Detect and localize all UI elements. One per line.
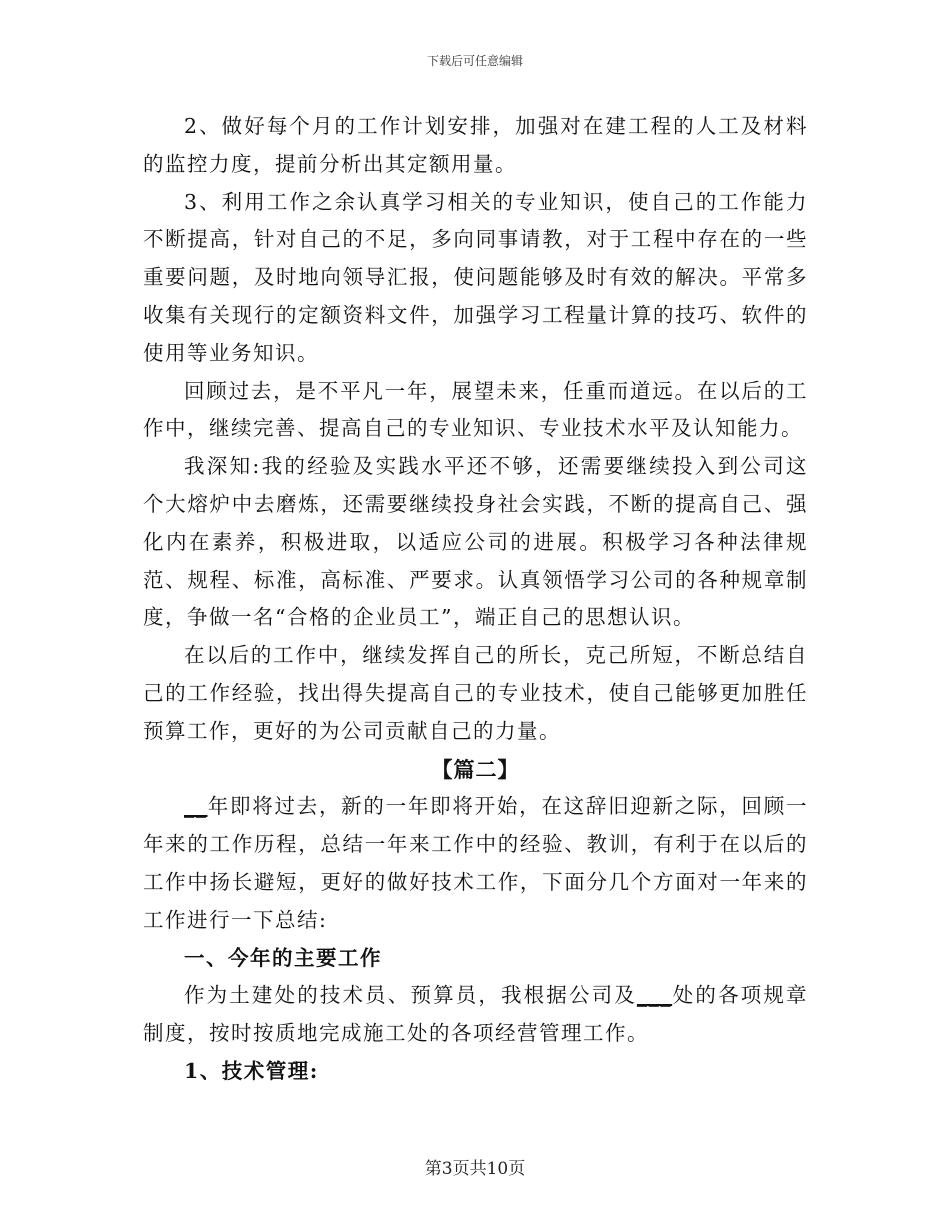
paragraph-item-2: 2、做好每个月的工作计划安排，加强对在建工程的人工及材料的监控力度，提前分析出其定额用量。 xyxy=(143,114,808,176)
blank-underline: ___ xyxy=(636,983,673,1008)
page-header-note: 下载后可任意编辑 xyxy=(426,54,523,68)
paragraph-review: 回顾过去，是不平凡一年，展望未来，任重而道远。在以后的工作中，继续完善、提高自己的专业知识、专业技术水平及认知能力。 xyxy=(143,378,808,441)
paragraph-item-3: 3、利用工作之余认真学习相关的专业知识，使自己的工作能力不断提高，针对自己的不足，多向同事请教，对于工程中存在的一些重要问题，及时地向领导汇报，使问题能够及时有效的解决。平常多收集有关现行的定额资料文件，加强学习工程量计算的技巧、软件的使用等业务知识。 xyxy=(143,189,808,365)
heading-main-work: 一、今年的主要工作 xyxy=(184,945,382,970)
blank-underline: __ xyxy=(184,794,208,819)
paragraph-role xyxy=(143,977,808,1053)
paragraph-awareness: 我深知:我的经验及实践水平还不够，还需要继续投入到公司这个大熔炉中去磨炼，还需要继续投身社会实践，不断的提高自己、强化内在素养，积极进取，以适应公司的进展。积极学习各种法律规范、规程、标准，高标准、严要求。认真领悟学习公司的各种规章制度，争做一名“合格的企业员工”，端正自己的思想认识。 xyxy=(143,454,808,630)
page-number: 第3页共10页 xyxy=(424,1159,526,1179)
paragraph-future-work: 在以后的工作中，继续发挥自己的所长，克己所短，不断总结自己的工作经验，找出得失提高自己的专业技术，使自己能够更加胜任预算工作，更好的为公司贡献自己的力量。 xyxy=(143,643,808,743)
document-body xyxy=(143,108,808,1091)
heading-technical-management: 1、技术管理: xyxy=(184,1058,319,1083)
paragraph-role-text-after: 处的各项规章制度，按时按质地完成施工处的各项经营管理工作。 xyxy=(143,983,809,1046)
paragraph-role-text-before: 作为土建处的技术员、预算员，我根据公司及 xyxy=(184,983,637,1008)
paragraph-intro xyxy=(143,788,808,939)
section-title: 【篇二】 xyxy=(431,756,520,782)
paragraph-intro-text: 年即将过去，新的一年即将开始，在这辞旧迎新之际，回顾一年来的工作历程，总结一年来工作中的经验、教训，有利于在以后的工作中扬长避短，更好的做好技术工作，下面分几个方面对一年来的工作进行一下总结: xyxy=(143,794,808,932)
